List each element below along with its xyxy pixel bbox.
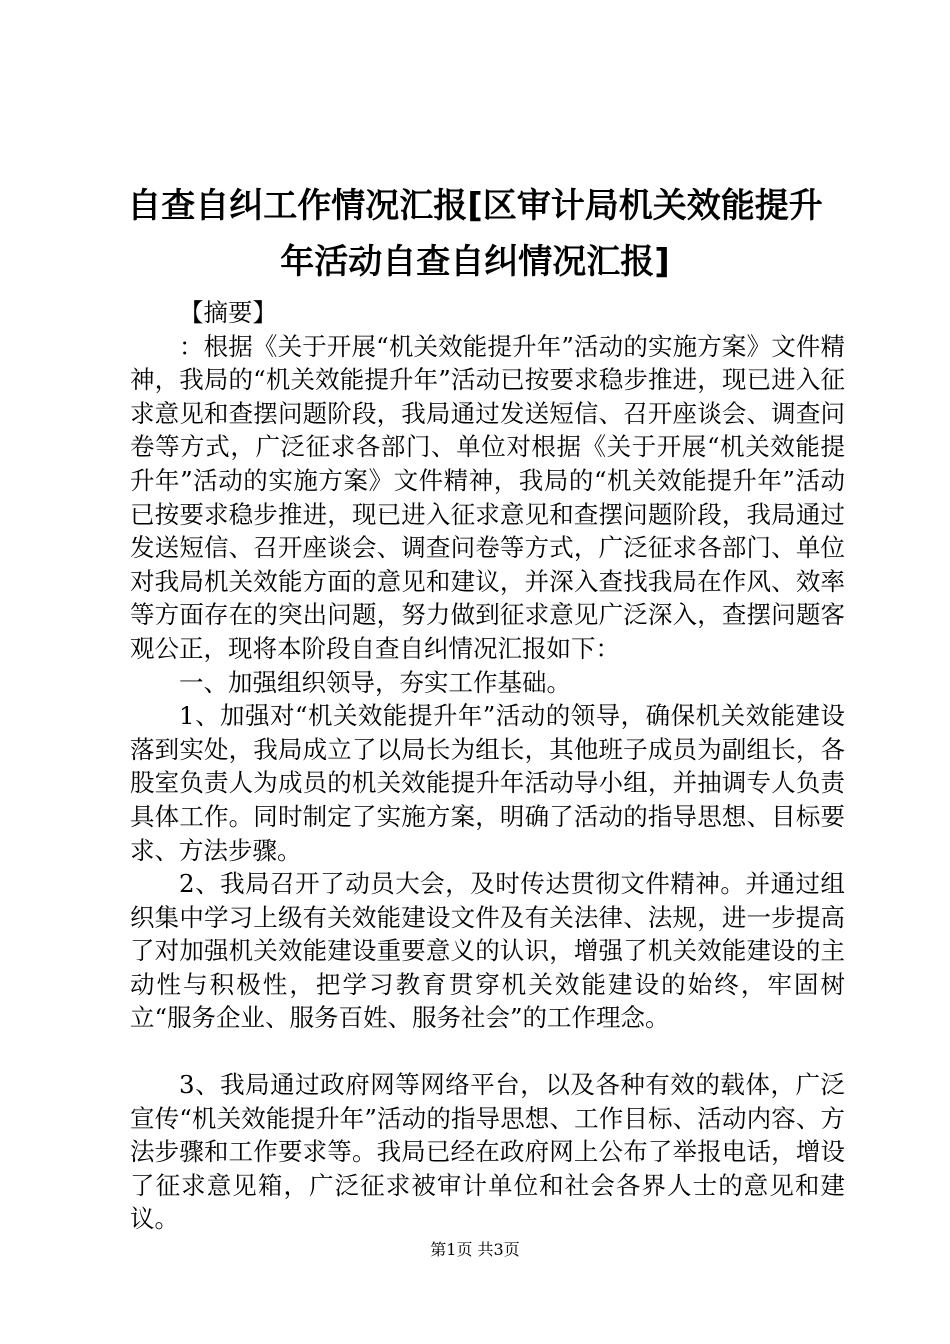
paragraph-spacer (130, 1035, 845, 1068)
section-heading: 一、加强组织领导，夯实工作基础。 (179, 667, 571, 697)
abstract-label: 【摘要】 (179, 298, 277, 327)
body-paragraph-1: 1、加强对“机关效能提升年”活动的领导，确保机关效能建设落到实处，我局成立了以局长为组长，其他班子成员为副组长，各股室负责人为成员的机关效能提升年活动导小组，并抽调专人负责具体工作。同时制定了实施方案，明确了活动的指导思想、目标要求、方法步骤。 (130, 701, 845, 865)
body-paragraph-3: 3、我局通过政府网等网络平台，以及各种有效的载体，广泛宣传“机关效能提升年”活动的指导思想、工作目标、活动内容、方法步骤和工作要求等。我局已经在政府网上公布了举报电话，增设了征求意见箱，广泛征求被审计单位和社会各界人士的意见和建议。 (130, 1070, 845, 1234)
body-paragraph-2: 2、我局召开了动员大会，及时传达贯彻文件精神。并通过组织集中学习上级有关效能建设文件及有关法律、法规，进一步提高了对加强机关效能建设重要意义的认识，增强了机关效能建设的主动性与积极性，把学习教育贯穿机关效能建设的始终，牢固树立“服务企业、服务百姓、服务社会”的工作理念。 (130, 869, 845, 1033)
document-body (130, 296, 845, 1236)
abstract-paragraph: ：根据《关于开展“机关效能提升年”活动的实施方案》文件精神，我局的“机关效能提升年”活动已按要求稳步推进，现已进入征求意见和查摆问题阶段，我局通过发送短信、召开座谈会、调查问卷等方式，广泛征求各部门、单位对根据《关于开展“机关效能提升年”活动的实施方案》文件精神，我局的“机关效能提升年”活动已按要求稳步推进，现已进入征求意见和查摆问题阶段，我局通过发送短信、召开座谈会、调查问卷等方式，广泛征求各部门、单位对我局机关效能方面的意见和建议，并深入查找我局在作风、效率等方面存在的突出问题，努力做到征求意见广泛深入，查摆问题客观公正，现将本阶段自查自纠情况汇报如下： (130, 331, 845, 663)
document-title: 自查自纠工作情况汇报[区审计局机关效能提升年活动自查自纠情况汇报] (127, 186, 823, 282)
page-footer: 第1页 共3页 (430, 1240, 520, 1259)
